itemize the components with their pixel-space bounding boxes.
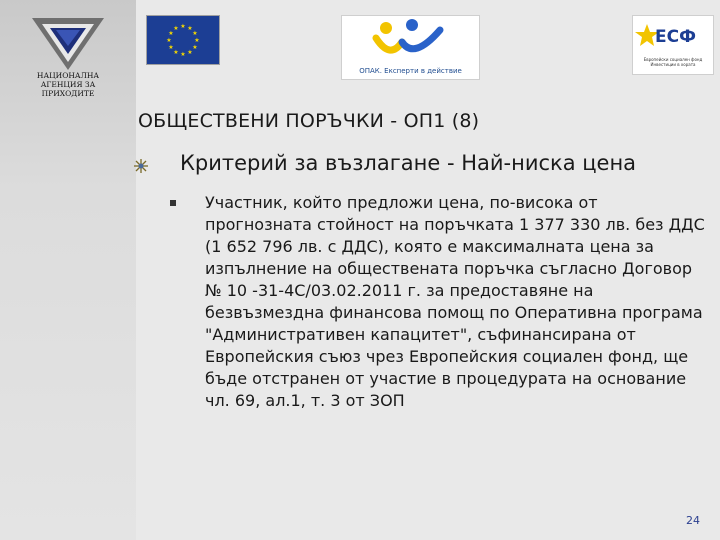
eu-flag-logo [146,15,220,65]
bullet-level1: Критерий за възлагане - Най-ниска цена [180,151,637,175]
svg-text:★: ★ [180,23,186,30]
svg-text:★: ★ [192,30,198,37]
svg-text:★: ★ [187,49,193,56]
svg-text:★: ★ [180,51,186,58]
svg-text:★: ★ [168,30,174,37]
svg-text:★: ★ [194,37,200,44]
svg-text:★: ★ [173,49,179,56]
nap-logo-icon [30,14,106,72]
slide-title: ОБЩЕСТВЕНИ ПОРЪЧКИ - ОП1 (8) [138,110,480,132]
esf-logo [632,15,714,75]
left-sidebar [0,0,136,540]
esf-caption: Европейски социален фонд Инвестиции в хората [643,57,703,67]
bullet-level2: Участник, който предложи цена, по-висока от прогнозната стойност на поръчката 1 377 330 лв. без ДДС (1 652 796 лв. с ДДС), която е максималната цена за изпълнение на обществената поръчка съгласно Договор № 10 -31-4С/03.02.2011 г. за предоставяне на безвъзмездна финансова помощ по Оперативна програма "Административен капацитет", съфинансирана от Европейския съюз чрез Европейския социален фонд, ще бъде отстранен от участие в процедурата на основание чл. 69, ал.1, т. 3 от ЗОП [205,193,705,410]
starburst-bullet-icon [133,158,149,174]
svg-text:★: ★ [168,44,174,51]
svg-text:★: ★ [173,25,179,32]
svg-text:★: ★ [192,44,198,51]
eu-stars-icon [147,16,219,64]
opak-logo [341,15,480,80]
opak-caption: ОПАК. Експерти в действие [359,67,462,75]
svg-text:★: ★ [187,25,193,32]
square-bullet-icon [170,200,176,206]
nap-caption: НАЦИОНАЛНА АГЕНЦИЯ ЗА ПРИХОДИТЕ [36,71,100,98]
esf-star-icon [633,16,713,56]
page-number: 24 [686,514,700,527]
svg-text:★: ★ [166,37,172,44]
opak-figures-icon [342,16,479,66]
esf-text: ЕСФ [655,27,696,47]
